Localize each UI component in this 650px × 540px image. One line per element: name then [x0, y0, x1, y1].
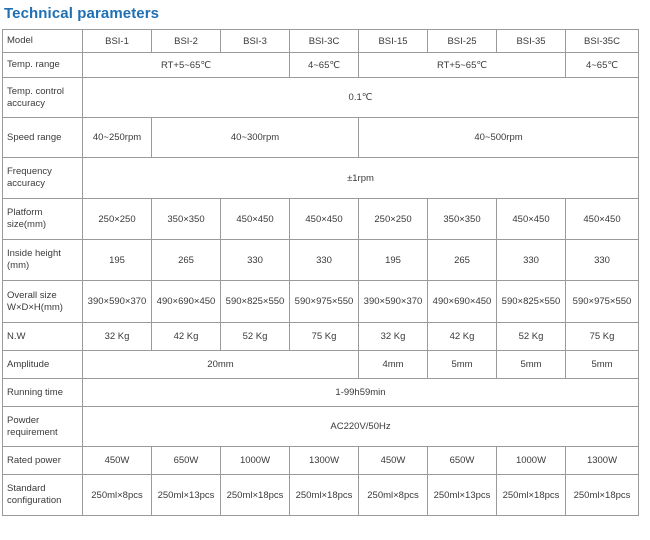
row-label-temp-control: Temp. control accuracy	[3, 78, 83, 118]
nw-cell: 52 Kg	[497, 323, 566, 351]
temp-range-cell: 4~65℃	[290, 53, 359, 78]
row-platform-size	[3, 199, 639, 240]
platform-cell: 250×250	[83, 199, 152, 240]
overall-size-cell: 590×975×550	[566, 281, 639, 323]
platform-cell: 350×350	[428, 199, 497, 240]
inside-height-cell: 330	[290, 240, 359, 281]
row-amplitude	[3, 351, 639, 379]
nw-cell: 52 Kg	[221, 323, 290, 351]
standard-config-cell: 250ml×13pcs	[428, 475, 497, 516]
rated-power-cell: 650W	[152, 447, 221, 475]
amplitude-cell: 5mm	[428, 351, 497, 379]
standard-config-cell: 250ml×13pcs	[152, 475, 221, 516]
row-label-frequency: Frequency accuracy	[3, 158, 83, 199]
overall-size-cell: 590×825×550	[497, 281, 566, 323]
row-label-model: Model	[3, 30, 83, 53]
rated-power-cell: 1000W	[221, 447, 290, 475]
inside-height-cell: 195	[359, 240, 428, 281]
row-label-platform-size: Platform size(mm)	[3, 199, 83, 240]
inside-height-cell: 330	[566, 240, 639, 281]
rated-power-cell: 1300W	[290, 447, 359, 475]
row-speed-range	[3, 118, 639, 158]
standard-config-cell: 250ml×8pcs	[359, 475, 428, 516]
row-overall-size	[3, 281, 639, 323]
standard-config-cell: 250ml×18pcs	[497, 475, 566, 516]
standard-config-cell: 250ml×18pcs	[290, 475, 359, 516]
amplitude-cell: 5mm	[566, 351, 639, 379]
row-model	[3, 30, 639, 53]
model-cell: BSI-35	[497, 30, 566, 53]
nw-cell: 32 Kg	[83, 323, 152, 351]
model-cell: BSI-3C	[290, 30, 359, 53]
nw-cell: 75 Kg	[566, 323, 639, 351]
amplitude-cell: 20mm	[83, 351, 359, 379]
platform-cell: 450×450	[290, 199, 359, 240]
row-label-nw: N.W	[3, 323, 83, 351]
nw-cell: 32 Kg	[359, 323, 428, 351]
row-running-time	[3, 379, 639, 407]
row-inside-height	[3, 240, 639, 281]
model-cell: BSI-25	[428, 30, 497, 53]
temp-range-cell: 4~65℃	[566, 53, 639, 78]
platform-cell: 350×350	[152, 199, 221, 240]
model-cell: BSI-35C	[566, 30, 639, 53]
inside-height-cell: 195	[83, 240, 152, 281]
rated-power-cell: 450W	[359, 447, 428, 475]
row-label-speed-range: Speed range	[3, 118, 83, 158]
row-label-temp-range: Temp. range	[3, 53, 83, 78]
speed-range-cell: 40~250rpm	[83, 118, 152, 158]
powder-cell: AC220V/50Hz	[83, 407, 639, 447]
overall-size-cell: 590×975×550	[290, 281, 359, 323]
frequency-cell: ±1rpm	[83, 158, 639, 199]
platform-cell: 250×250	[359, 199, 428, 240]
rated-power-cell: 650W	[428, 447, 497, 475]
model-cell: BSI-3	[221, 30, 290, 53]
temp-range-cell: RT+5~65℃	[83, 53, 290, 78]
row-label-running-time: Running time	[3, 379, 83, 407]
overall-size-cell: 490×690×450	[428, 281, 497, 323]
platform-cell: 450×450	[221, 199, 290, 240]
model-cell: BSI-15	[359, 30, 428, 53]
platform-cell: 450×450	[497, 199, 566, 240]
spec-table	[2, 29, 639, 516]
model-cell: BSI-1	[83, 30, 152, 53]
model-cell: BSI-2	[152, 30, 221, 53]
inside-height-cell: 265	[428, 240, 497, 281]
amplitude-cell: 4mm	[359, 351, 428, 379]
nw-cell: 42 Kg	[152, 323, 221, 351]
row-label-overall-size: Overall size W×D×H(mm)	[3, 281, 83, 323]
row-temp-control	[3, 78, 639, 118]
inside-height-cell: 265	[152, 240, 221, 281]
rated-power-cell: 450W	[83, 447, 152, 475]
row-temp-range	[3, 53, 639, 78]
temp-range-cell: RT+5~65℃	[359, 53, 566, 78]
rated-power-cell: 1000W	[497, 447, 566, 475]
speed-range-cell: 40~300rpm	[152, 118, 359, 158]
nw-cell: 42 Kg	[428, 323, 497, 351]
row-label-inside-height: Inside height (mm)	[3, 240, 83, 281]
row-label-standard-config: Standard configuration	[3, 475, 83, 516]
temp-control-cell: 0.1℃	[83, 78, 639, 118]
row-nw	[3, 323, 639, 351]
row-standard-config	[3, 475, 639, 516]
overall-size-cell: 590×825×550	[221, 281, 290, 323]
standard-config-cell: 250ml×18pcs	[221, 475, 290, 516]
inside-height-cell: 330	[221, 240, 290, 281]
row-rated-power	[3, 447, 639, 475]
rated-power-cell: 1300W	[566, 447, 639, 475]
inside-height-cell: 330	[497, 240, 566, 281]
row-frequency	[3, 158, 639, 199]
standard-config-cell: 250ml×18pcs	[566, 475, 639, 516]
speed-range-cell: 40~500rpm	[359, 118, 639, 158]
amplitude-cell: 5mm	[497, 351, 566, 379]
row-powder	[3, 407, 639, 447]
overall-size-cell: 390×590×370	[83, 281, 152, 323]
page-title: Technical parameters	[4, 5, 160, 22]
platform-cell: 450×450	[566, 199, 639, 240]
standard-config-cell: 250ml×8pcs	[83, 475, 152, 516]
running-time-cell: 1-99h59min	[83, 379, 639, 407]
row-label-amplitude: Amplitude	[3, 351, 83, 379]
overall-size-cell: 490×690×450	[152, 281, 221, 323]
row-label-powder: Powder requirement	[3, 407, 83, 447]
overall-size-cell: 390×590×370	[359, 281, 428, 323]
row-label-rated-power: Rated power	[3, 447, 83, 475]
nw-cell: 75 Kg	[290, 323, 359, 351]
